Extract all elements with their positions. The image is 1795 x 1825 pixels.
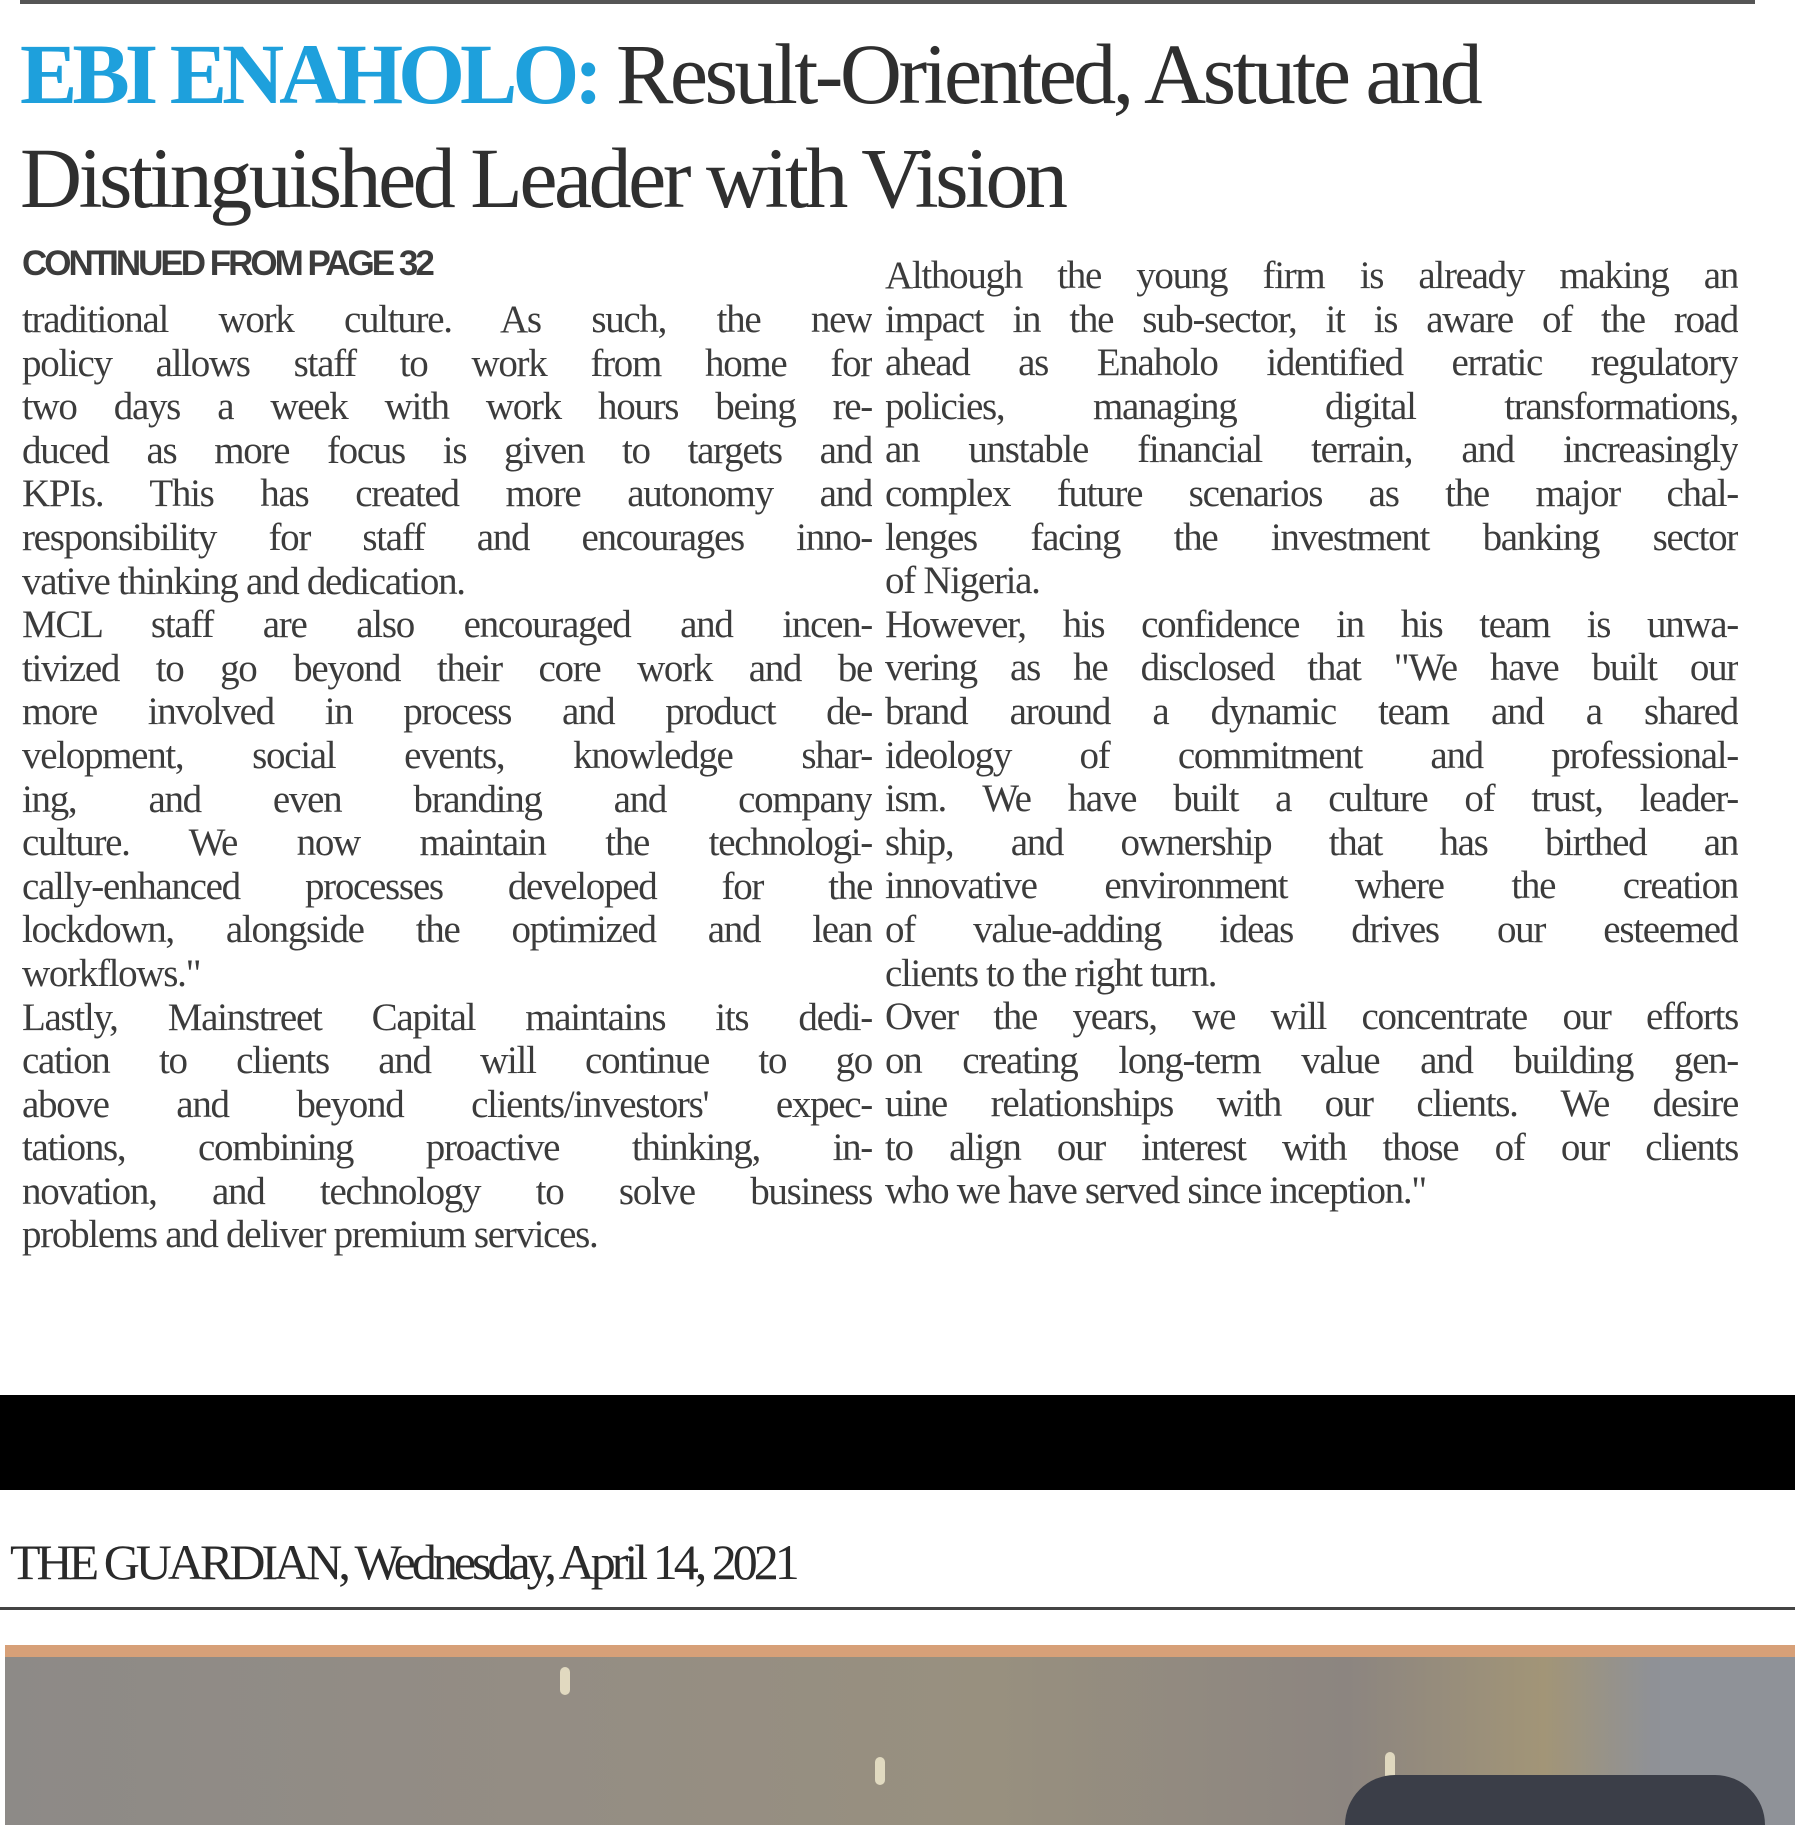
text-line: ism. We have built a culture of trust, leader- bbox=[885, 777, 1738, 821]
text-line: two days a week with work hours being re- bbox=[22, 385, 872, 429]
text-line: lenges facing the investment banking sector bbox=[885, 515, 1738, 559]
top-rule bbox=[20, 0, 1755, 4]
text-line: ideology of commitment and professional- bbox=[885, 733, 1738, 777]
right-column bbox=[885, 254, 1738, 1213]
text-line: traditional work culture. As such, the new bbox=[22, 298, 872, 341]
photo-light bbox=[560, 1667, 570, 1695]
text-line: Although the young firm is already making an bbox=[885, 254, 1738, 297]
text-line: ship, and ownership that has birthed an bbox=[885, 820, 1738, 864]
text-line: ing, and even branding and company bbox=[22, 777, 872, 821]
text-line: velopment, social events, knowledge shar- bbox=[22, 733, 872, 777]
black-divider-band bbox=[0, 1395, 1795, 1490]
text-line: uine relationships with our clients. We desire bbox=[885, 1082, 1738, 1126]
text-line: brand around a dynamic team and a shared bbox=[885, 689, 1738, 733]
text-line: cation to clients and will continue to go bbox=[22, 1039, 872, 1083]
text-line: culture. We now maintain the technologi- bbox=[22, 821, 872, 865]
headline-line1-rest: Result-Oriented, Astute and bbox=[597, 26, 1480, 122]
text-line: policies, managing digital transformations, bbox=[885, 384, 1738, 428]
text-line: lockdown, alongside the optimized and lean bbox=[22, 908, 872, 952]
text-line: vering as he disclosed that "We have built our bbox=[885, 646, 1738, 690]
text-line: MCL staff are also encouraged and incen- bbox=[22, 603, 872, 647]
headline-name: EBI ENAHOLO: bbox=[20, 26, 598, 122]
photo-light bbox=[875, 1757, 885, 1785]
text-line: who we have served since inception." bbox=[885, 1169, 1426, 1213]
text-line: novation, and technology to solve business bbox=[22, 1169, 872, 1213]
text-line: workflows." bbox=[22, 951, 201, 995]
text-line: Lastly, Mainstreet Capital maintains its dedi- bbox=[22, 995, 872, 1039]
left-column bbox=[22, 298, 872, 1257]
headline-line2: Distinguished Leader with Vision bbox=[20, 130, 1065, 226]
text-line: impact in the sub-sector, it is aware of the road bbox=[885, 297, 1738, 341]
text-line: policy allows staff to work from home for bbox=[22, 341, 872, 385]
text-line: an unstable financial terrain, and increasingly bbox=[885, 428, 1738, 472]
masthead-date: THE GUARDIAN, Wednesday, April 14, 2021 bbox=[10, 1534, 796, 1590]
photo-person-head bbox=[1345, 1775, 1765, 1825]
text-line: of Nigeria. bbox=[885, 559, 1040, 603]
text-line: innovative environment where the creation bbox=[885, 864, 1738, 908]
text-line: to align our interest with those of our clients bbox=[885, 1125, 1738, 1169]
text-line: above and beyond clients/investors' expec- bbox=[22, 1082, 872, 1126]
continued-kicker: CONTINUED FROM PAGE 32 bbox=[22, 244, 432, 283]
headline-line1 bbox=[20, 22, 1780, 126]
text-line: ahead as Enaholo identified erratic regulatory bbox=[885, 341, 1738, 385]
text-line: complex future scenarios as the major chal- bbox=[885, 471, 1738, 515]
text-line: tations, combining proactive thinking, in- bbox=[22, 1126, 872, 1170]
text-line: Over the years, we will concentrate our efforts bbox=[885, 995, 1738, 1039]
text-line: problems and deliver premium services. bbox=[22, 1213, 598, 1257]
text-line: of value-adding ideas drives our esteemed bbox=[885, 907, 1738, 951]
text-line: more involved in process and product de- bbox=[22, 690, 872, 734]
text-line: However, his confidence in his team is unwa- bbox=[885, 602, 1738, 646]
photo-frame bbox=[5, 1645, 1795, 1657]
text-line: duced as more focus is given to targets and bbox=[22, 428, 872, 472]
text-line: clients to the right turn. bbox=[885, 951, 1217, 995]
headline bbox=[20, 22, 1780, 230]
text-line: vative thinking and dedication. bbox=[22, 559, 465, 603]
footer-rule bbox=[0, 1607, 1795, 1610]
text-line: cally-enhanced processes developed for the bbox=[22, 864, 872, 908]
text-line: KPIs. This has created more autonomy and bbox=[22, 472, 872, 516]
text-line: responsibility for staff and encourages inno- bbox=[22, 515, 872, 559]
text-line: on creating long-term value and building gen- bbox=[885, 1038, 1738, 1082]
text-line: tivized to go beyond their core work and be bbox=[22, 646, 872, 690]
article-photo bbox=[5, 1657, 1795, 1825]
